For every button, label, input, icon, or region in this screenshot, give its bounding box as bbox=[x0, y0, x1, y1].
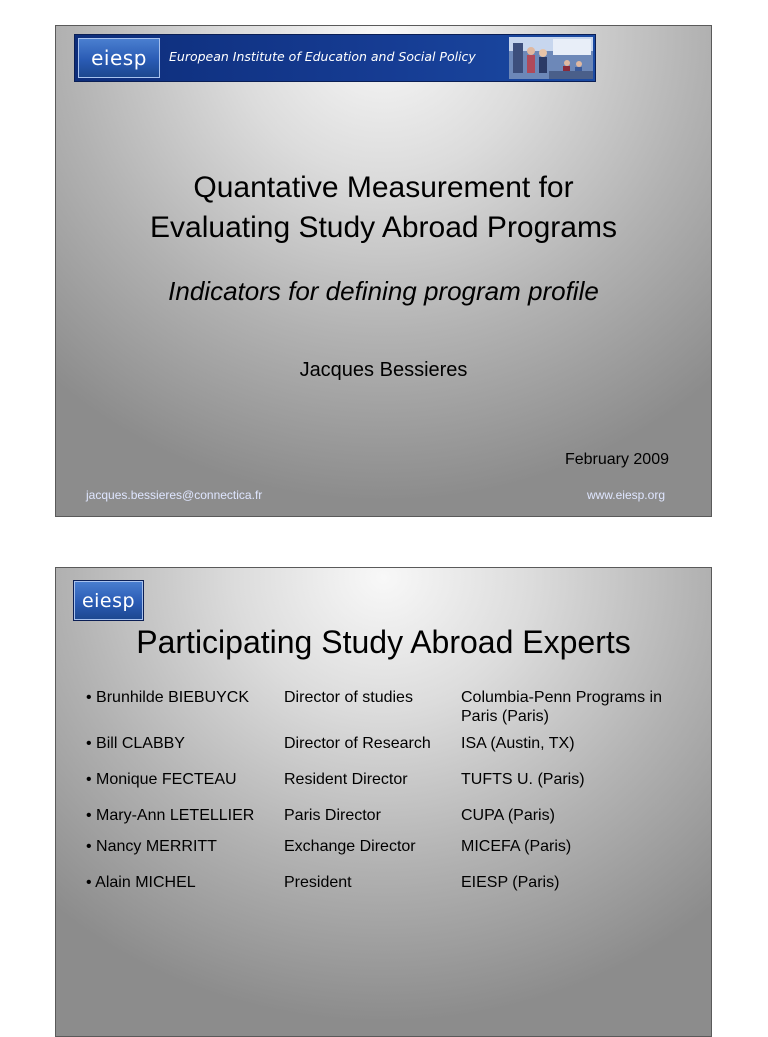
expert-organization: Columbia-Penn Programs in Paris (Paris) bbox=[461, 689, 662, 725]
title-slide bbox=[55, 25, 712, 517]
expert-name: • Mary-Ann LETELLIER bbox=[86, 807, 255, 824]
eiesp-logo bbox=[78, 38, 160, 78]
expert-name: • Nancy MERRITT bbox=[86, 838, 217, 855]
expert-role: Paris Director bbox=[284, 807, 381, 824]
author-email: jacques.bessieres@connectica.fr bbox=[86, 488, 263, 502]
presentation-date: February 2009 bbox=[564, 451, 669, 468]
expert-name: • Monique FECTEAU bbox=[86, 771, 237, 788]
expert-organization: ISA (Austin, TX) bbox=[461, 735, 575, 752]
website-link: www.eiesp.org bbox=[586, 488, 665, 502]
expert-organization: TUFTS U. (Paris) bbox=[461, 771, 585, 788]
expert-name: • Brunhilde BIEBUYCK bbox=[86, 689, 250, 706]
expert-name: • Alain MICHEL bbox=[86, 874, 196, 891]
expert-organization: MICEFA (Paris) bbox=[461, 838, 572, 855]
expert-role: Director of Research bbox=[284, 735, 431, 752]
expert-organization: CUPA (Paris) bbox=[461, 807, 555, 824]
banner-title: European Institute of Education and Social Policy bbox=[169, 49, 476, 64]
classroom-photo-icon bbox=[509, 37, 593, 79]
experts-slide bbox=[55, 567, 712, 1037]
eiesp-logo bbox=[73, 580, 144, 621]
expert-role: Resident Director bbox=[284, 771, 408, 788]
eiesp-banner bbox=[74, 34, 596, 82]
expert-role: Director of studies bbox=[284, 689, 413, 706]
expert-role: Exchange Director bbox=[284, 838, 416, 855]
logo-text: eiesp bbox=[91, 46, 147, 70]
title-line-1: Quantative Measurement for bbox=[193, 171, 574, 204]
author-name: Jacques Bessieres bbox=[299, 359, 468, 381]
expert-organization: EIESP (Paris) bbox=[461, 874, 560, 891]
presentation-title bbox=[56, 168, 711, 248]
expert-role: President bbox=[284, 874, 352, 891]
presentation-subtitle: Indicators for defining program profile bbox=[168, 276, 599, 306]
expert-name: • Bill CLABBY bbox=[86, 735, 185, 752]
slide-title: Participating Study Abroad Experts bbox=[136, 624, 631, 660]
title-line-2: Evaluating Study Abroad Programs bbox=[150, 211, 617, 244]
logo-text: eiesp bbox=[81, 589, 136, 612]
